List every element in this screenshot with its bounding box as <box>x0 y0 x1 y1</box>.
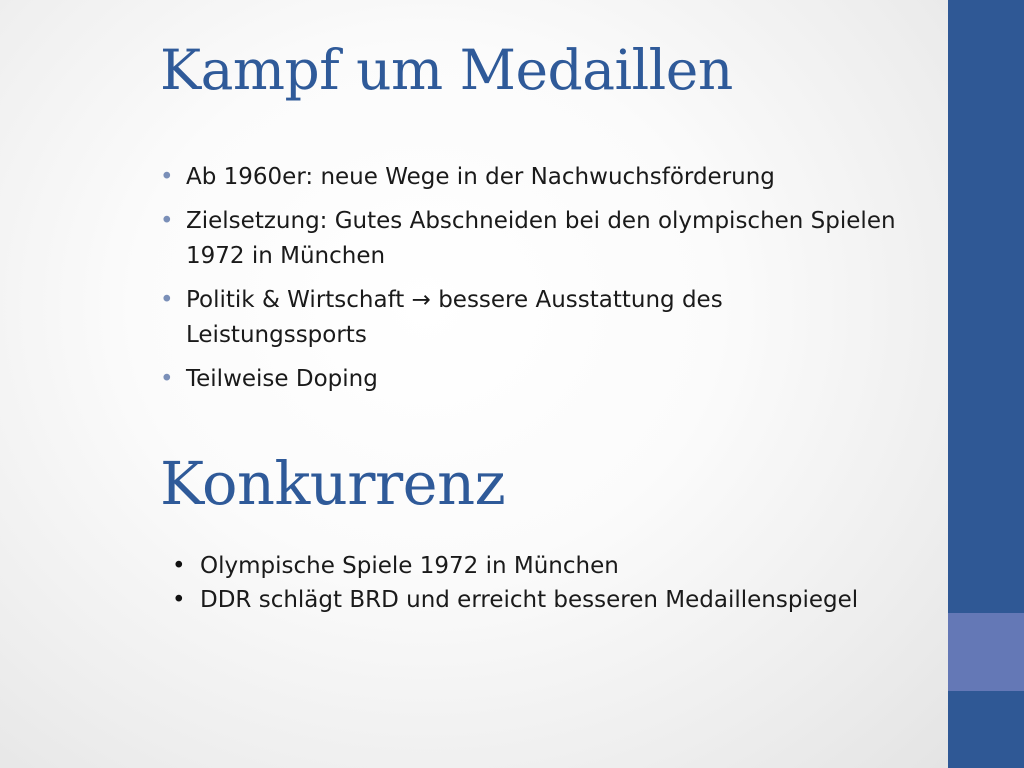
section-title-konkurrenz: Konkurrenz <box>160 449 506 518</box>
section-title-medaillen: Kampf um Medaillen <box>160 38 733 102</box>
side-accent-bar <box>948 0 1024 768</box>
bullet-item: • Politik & Wirtschaft → bessere Ausstattung des Leistungssports <box>186 283 906 353</box>
bullet-list-medaillen <box>186 160 906 406</box>
bullet-list-konkurrenz <box>200 549 900 617</box>
bullet-item: • Ab 1960er: neue Wege in der Nachwuchsförderung <box>186 160 906 195</box>
bullet-item: • Teilweise Doping <box>186 362 906 397</box>
bullet-item: • Zielsetzung: Gutes Abschneiden bei den olympischen Spielen 1972 in München <box>186 204 906 274</box>
bullet-item: • Olympische Spiele 1972 in München <box>200 549 900 583</box>
side-accent-block <box>948 613 1024 691</box>
bullet-item: • DDR schlägt BRD und erreicht besseren Medaillenspiegel <box>200 583 900 617</box>
